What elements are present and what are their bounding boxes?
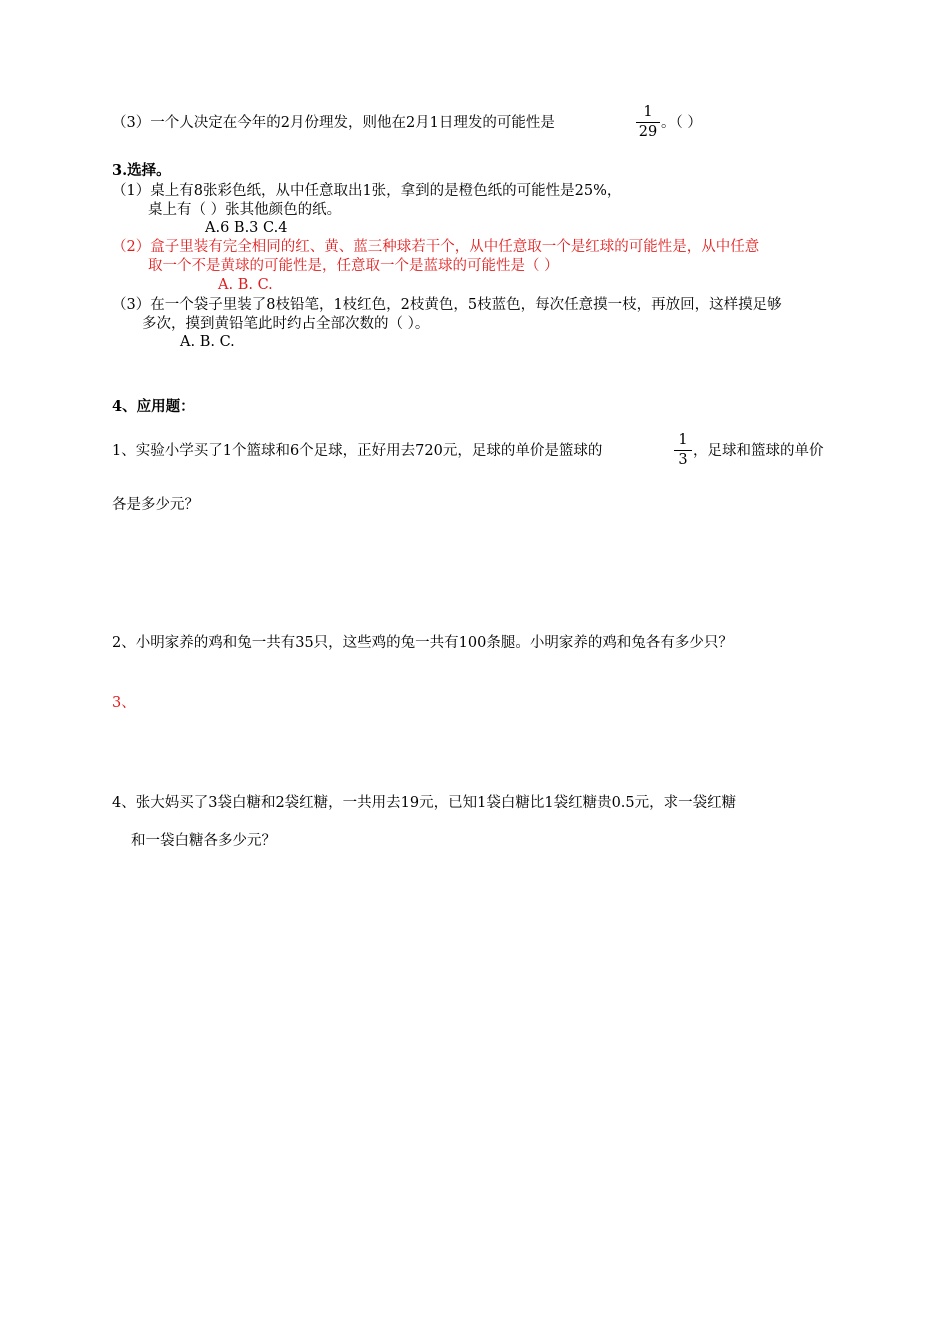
section3-heading: 3.选择。 [112, 162, 171, 179]
q3-item2-line1: （2）盒子里装有完全相同的红、黄、蓝三种球若干个，从中任意取一个是红球的可能性是，从中任意 [112, 239, 760, 255]
q3-item3-line1: （3）在一个袋子里装了8枝铅笔，1枝红色，2枝黄色，5枝蓝色，每次任意摸一枝，再放回，这样摸足够 [112, 297, 782, 313]
q3-item3-options: A. B. C. [180, 334, 235, 350]
fraction-numerator: 1 [678, 432, 688, 448]
fraction-denominator: 29 [638, 124, 658, 140]
q3-item1-line2: 桌上有（ ）张其他颜色的纸。 [148, 202, 342, 218]
fraction-bar [636, 122, 660, 123]
q3-item1-options: A.6 B.3 C.4 [205, 220, 288, 236]
q3-item1-line1: （1）桌上有8张彩色纸，从中任意取出1张，拿到的是橙色纸的可能性是25%， [112, 183, 622, 199]
fraction-bar [674, 450, 692, 451]
section4-heading: 4、应用题： [112, 398, 195, 415]
q4-p1-tail: ，足球和篮球的单价 [693, 443, 824, 459]
q4-p4-line2: 和一袋白糖各多少元？ [131, 833, 276, 849]
q4-p1-text: 1、实验小学买了1个篮球和6个足球，正好用去720元，足球的单价是篮球的 [112, 443, 603, 459]
q4-p4-line1: 4、张大妈买了3袋白糖和2袋红糖，一共用去19元，已知1袋白糖比1袋红糖贵0.5元，求一袋红糖 [112, 795, 737, 811]
q2-item3-tail: 。（ ） [661, 115, 702, 131]
q4-p2-text: 2、小明家养的鸡和兔一共有35只，这些鸡的兔一共有100条腿。小明家养的鸡和兔各有多少只？ [112, 635, 733, 651]
fraction-denominator: 3 [678, 452, 688, 468]
q3-item2-options: A. B. C. [218, 277, 273, 293]
q2-item3-fraction [636, 104, 660, 141]
q2-item3-text [112, 114, 555, 132]
q3-item2-line2: 取一个不是黄球的可能性是，任意取一个是蓝球的可能性是（ ） [148, 258, 559, 274]
fraction-numerator: 1 [643, 104, 653, 120]
q4-p1-fraction [674, 432, 692, 469]
q4-p1-line2: 各是多少元？ [112, 497, 199, 513]
q3-item3-line2: 多次，摸到黄铅笔此时约占全部次数的（ ）。 [142, 316, 430, 332]
q4-p3-text: 3、 [112, 695, 136, 711]
q2-item3-body: （3）一个人决定在今年的2月份理发，则他在2月1日理发的可能性是 [112, 115, 555, 131]
